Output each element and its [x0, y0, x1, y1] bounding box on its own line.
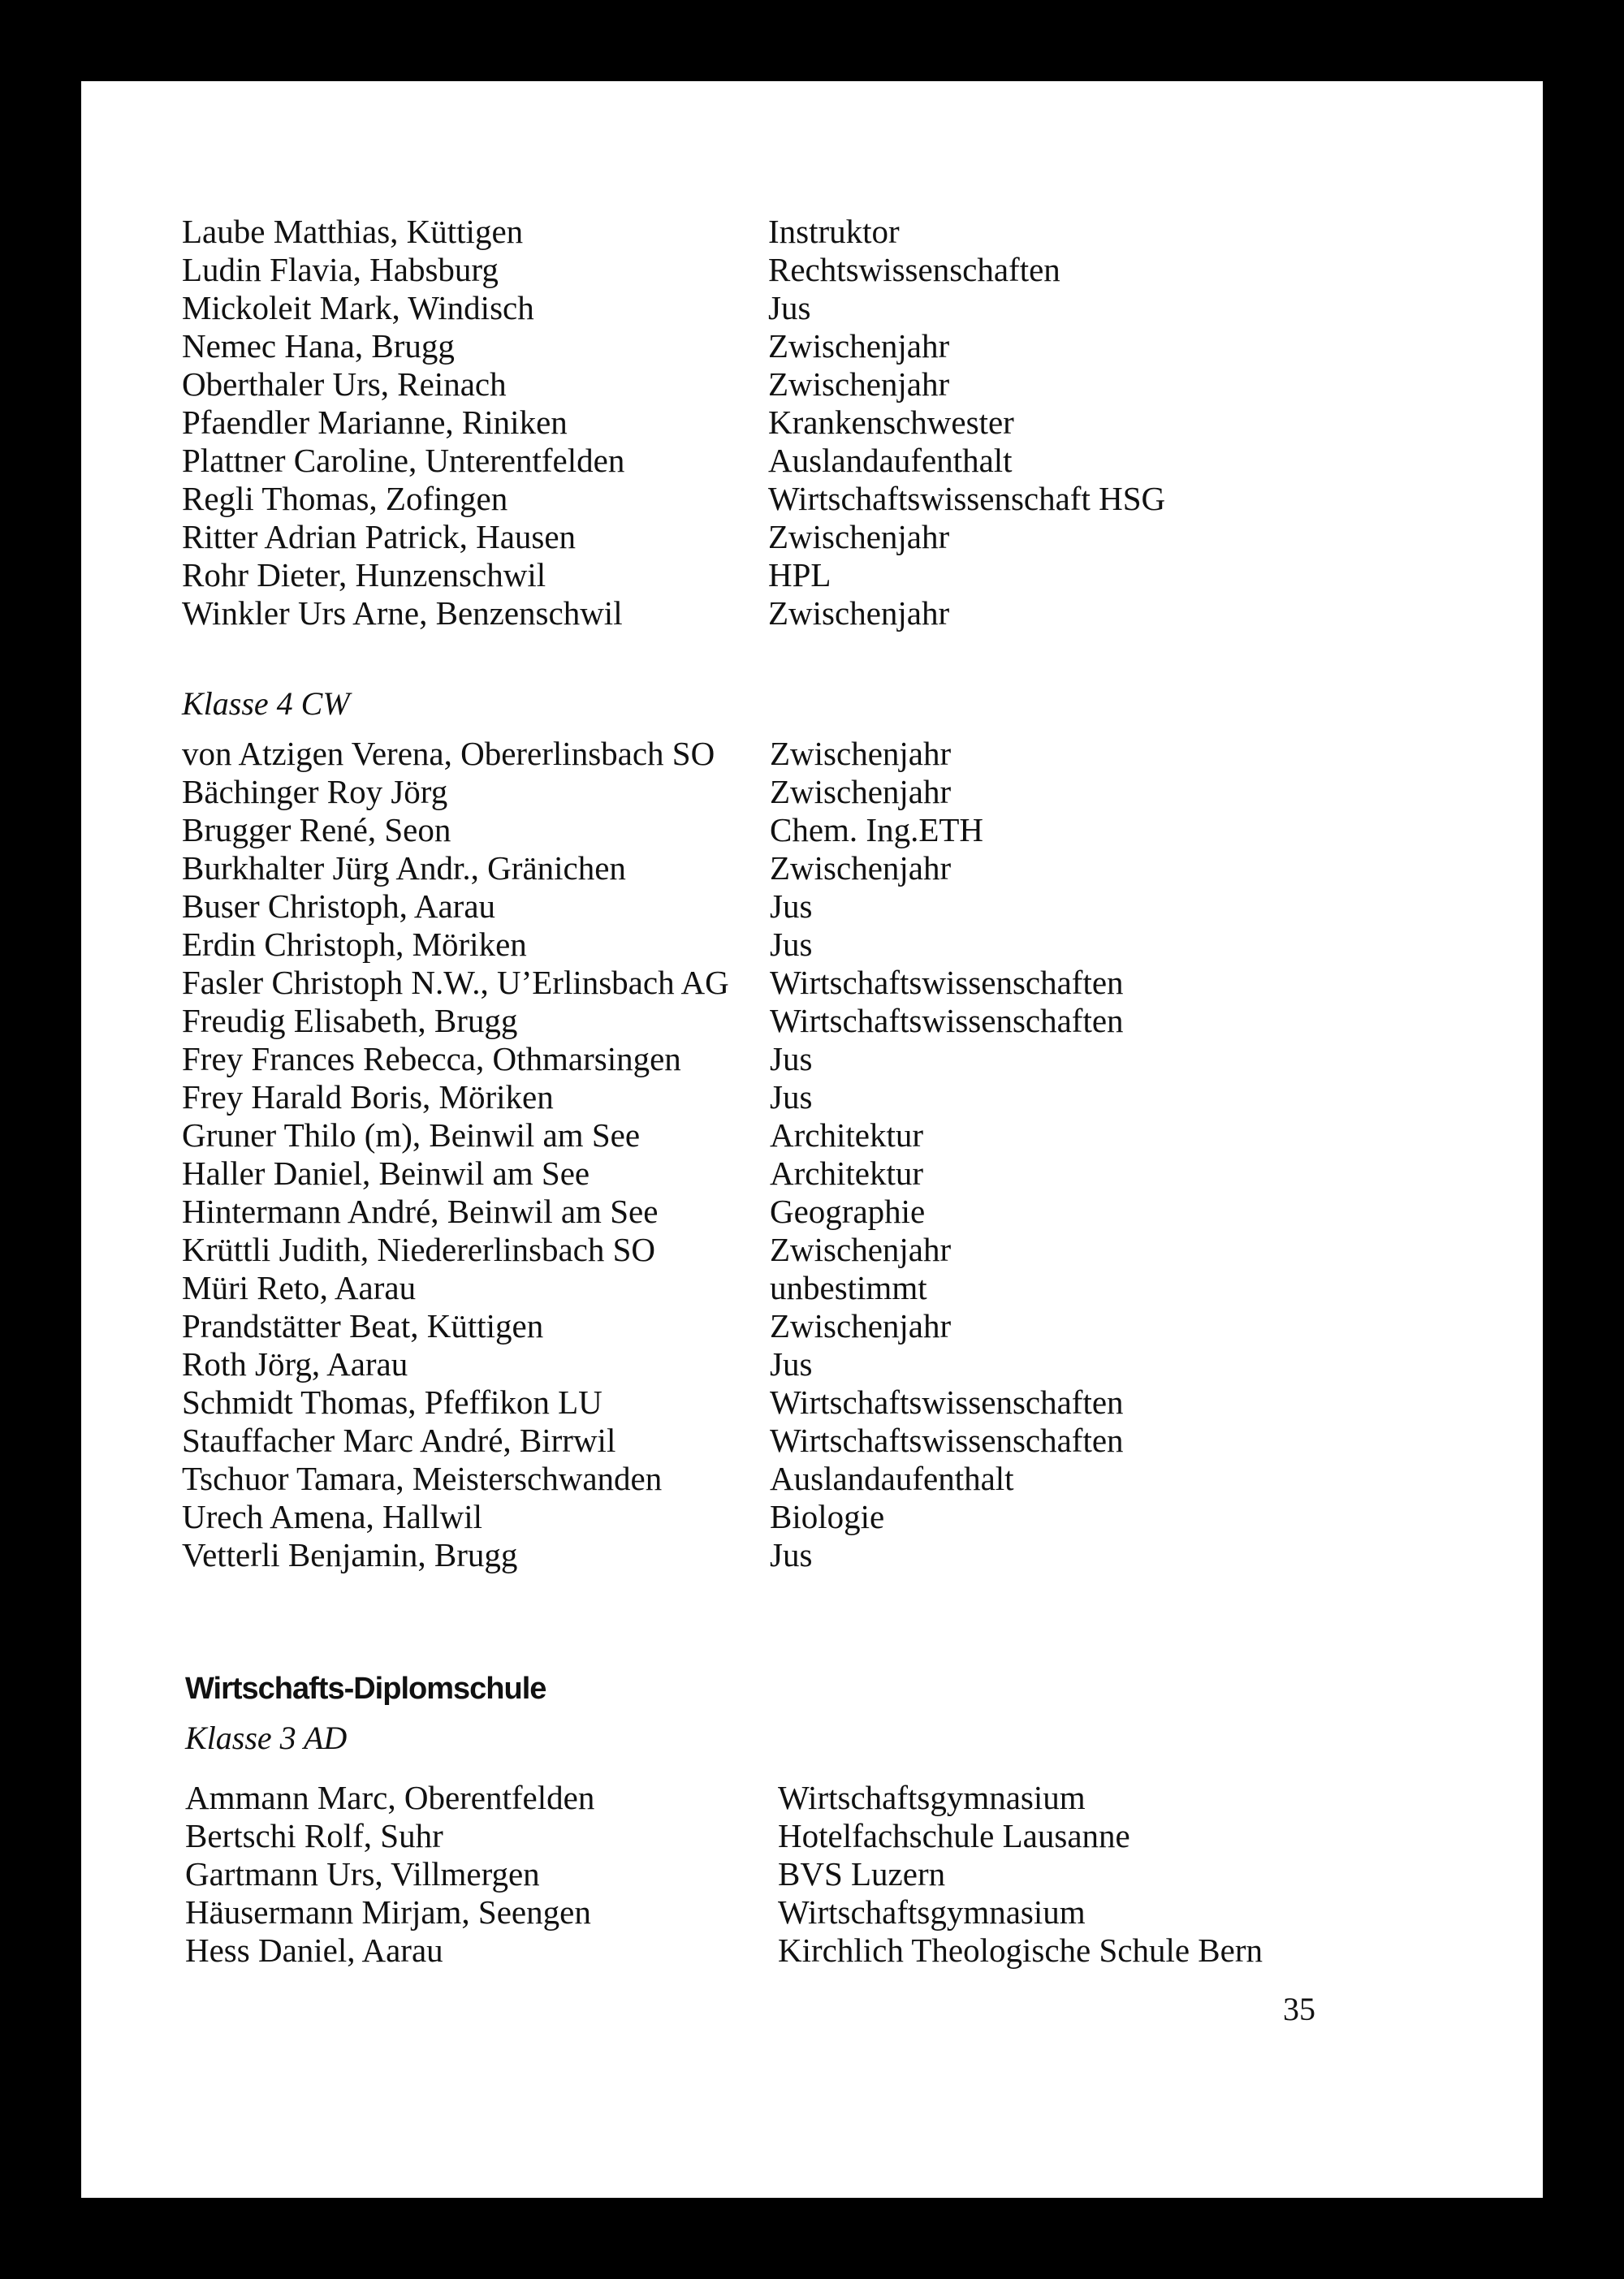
student-name: Häusermann Mirjam, Seengen — [185, 1893, 591, 1931]
destination: Wirtschaftswissenschaften — [770, 1422, 1124, 1459]
student-name: Ritter Adrian Patrick, Hausen — [182, 518, 577, 555]
list-item — [182, 887, 1481, 926]
list-item — [182, 1536, 1481, 1574]
student-name: Gruner Thilo (m), Beinwil am See — [182, 1116, 641, 1154]
list-item — [182, 1193, 1481, 1231]
student-name: Gartmann Urs, Villmergen — [185, 1855, 540, 1893]
destination: unbestimmt — [770, 1269, 927, 1306]
list-item — [185, 1855, 1484, 1893]
destination: Wirtschaftswissenschaft HSG — [768, 480, 1166, 517]
student-name: Mickoleit Mark, Windisch — [182, 289, 534, 326]
destination: Geographie — [770, 1193, 926, 1230]
student-name: Nemec Hana, Brugg — [182, 327, 455, 365]
list-item — [182, 404, 1481, 442]
list-item — [182, 1116, 1481, 1155]
destination: Zwischenjahr — [770, 735, 952, 772]
graduate-list-4cw — [182, 735, 1481, 1574]
destination: Wirtschaftsgymnasium — [778, 1893, 1086, 1931]
destination: Biologie — [770, 1498, 885, 1535]
destination: Architektur — [770, 1155, 923, 1192]
list-item — [182, 327, 1481, 365]
destination: Zwischenjahr — [770, 849, 952, 887]
destination: Jus — [770, 926, 813, 963]
list-item — [182, 594, 1481, 632]
list-item — [182, 1231, 1481, 1269]
class-heading-3ad: Klasse 3 AD — [185, 1720, 348, 1756]
destination: Wirtschaftsgymnasium — [778, 1779, 1086, 1816]
student-name: Oberthaler Urs, Reinach — [182, 365, 507, 403]
student-name: Vetterli Benjamin, Brugg — [182, 1536, 518, 1573]
list-item — [182, 1078, 1481, 1116]
list-item — [182, 1307, 1481, 1345]
student-name: Burkhalter Jürg Andr., Gränichen — [182, 849, 626, 887]
list-item — [182, 1422, 1481, 1460]
list-item — [182, 365, 1481, 404]
list-item — [182, 1460, 1481, 1498]
student-name: Krüttli Judith, Niedererlinsbach SO — [182, 1231, 656, 1268]
student-name: Frey Frances Rebecca, Othmarsingen — [182, 1040, 681, 1077]
destination: Auslandaufenthalt — [770, 1460, 1014, 1497]
destination: Zwischenjahr — [768, 518, 950, 555]
list-item — [182, 480, 1481, 518]
destination: Jus — [770, 1536, 813, 1573]
student-name: Winkler Urs Arne, Benzenschwil — [182, 594, 623, 632]
student-name: Schmidt Thomas, Pfeffikon LU — [182, 1383, 603, 1421]
student-name: von Atzigen Verena, Obererlinsbach SO — [182, 735, 715, 772]
student-name: Erdin Christoph, Möriken — [182, 926, 527, 963]
list-item — [182, 1155, 1481, 1193]
student-name: Ammann Marc, Oberentfelden — [185, 1779, 595, 1816]
student-name: Prandstätter Beat, Küttigen — [182, 1307, 544, 1345]
destination: Wirtschaftswissenschaften — [770, 1383, 1124, 1421]
destination: Zwischenjahr — [770, 773, 952, 810]
student-name: Frey Harald Boris, Möriken — [182, 1078, 554, 1116]
destination: Jus — [768, 289, 811, 326]
destination: Zwischenjahr — [770, 1307, 952, 1345]
list-item — [182, 289, 1481, 327]
student-name: Buser Christoph, Aarau — [182, 887, 496, 925]
school-heading: Wirtschafts-Diplomschule — [185, 1672, 546, 1706]
student-name: Plattner Caroline, Unterentfelden — [182, 442, 625, 479]
destination: Wirtschaftswissenschaften — [770, 964, 1124, 1001]
destination: Rechtswissenschaften — [768, 251, 1060, 288]
destination: Wirtschaftswissenschaften — [770, 1002, 1124, 1039]
student-name: Fasler Christoph N.W., U’Erlinsbach AG — [182, 964, 729, 1001]
destination: Zwischenjahr — [768, 365, 950, 403]
student-name: Hess Daniel, Aarau — [185, 1932, 443, 1969]
destination: BVS Luzern — [778, 1855, 946, 1893]
student-name: Haller Daniel, Beinwil am See — [182, 1155, 590, 1192]
list-item — [182, 1383, 1481, 1422]
list-item — [182, 251, 1481, 289]
destination: Auslandaufenthalt — [768, 442, 1013, 479]
list-item — [182, 849, 1481, 887]
list-item — [182, 556, 1481, 594]
student-name: Tschuor Tamara, Meisterschwanden — [182, 1460, 663, 1497]
student-name: Pfaendler Marianne, Riniken — [182, 404, 568, 441]
destination: Hotelfachschule Lausanne — [778, 1817, 1130, 1854]
student-name: Brugger René, Seon — [182, 811, 451, 848]
graduate-list-continued — [182, 213, 1481, 632]
list-item — [185, 1779, 1484, 1817]
destination: Chem. Ing.ETH — [770, 811, 984, 848]
list-item — [182, 735, 1481, 773]
student-name: Urech Amena, Hallwil — [182, 1498, 483, 1535]
list-item — [182, 442, 1481, 480]
list-item — [182, 1269, 1481, 1307]
student-name: Stauffacher Marc André, Birrwil — [182, 1422, 616, 1459]
list-item — [182, 518, 1481, 556]
student-name: Bertschi Rolf, Suhr — [185, 1817, 443, 1854]
list-item — [182, 1345, 1481, 1383]
destination: Krankenschwester — [768, 404, 1014, 441]
destination: Jus — [770, 887, 813, 925]
destination: HPL — [768, 556, 831, 593]
list-item — [185, 1817, 1484, 1855]
destination: Architektur — [770, 1116, 923, 1154]
list-item — [185, 1893, 1484, 1932]
student-name: Bächinger Roy Jörg — [182, 773, 448, 810]
student-name: Regli Thomas, Zofingen — [182, 480, 508, 517]
list-item — [182, 773, 1481, 811]
list-item — [182, 213, 1481, 251]
class-heading-4cw: Klasse 4 CW — [182, 685, 350, 722]
list-item — [182, 926, 1481, 964]
student-name: Hintermann André, Beinwil am See — [182, 1193, 659, 1230]
list-item — [182, 1498, 1481, 1536]
page-number: 35 — [1283, 1991, 1315, 2027]
list-item — [185, 1932, 1484, 1970]
student-name: Ludin Flavia, Habsburg — [182, 251, 499, 288]
student-name: Freudig Elisabeth, Brugg — [182, 1002, 518, 1039]
destination: Jus — [770, 1040, 813, 1077]
student-name: Rohr Dieter, Hunzenschwil — [182, 556, 546, 593]
destination: Zwischenjahr — [768, 327, 950, 365]
student-name: Müri Reto, Aarau — [182, 1269, 417, 1306]
student-name: Roth Jörg, Aarau — [182, 1345, 408, 1383]
list-item — [182, 1040, 1481, 1078]
destination: Jus — [770, 1345, 813, 1383]
graduate-list-3ad — [185, 1779, 1484, 1970]
destination: Jus — [770, 1078, 813, 1116]
list-item — [182, 964, 1481, 1002]
document-page — [81, 81, 1543, 2198]
destination: Kirchlich Theologische Schule Bern — [778, 1932, 1263, 1969]
list-item — [182, 811, 1481, 849]
student-name: Laube Matthias, Küttigen — [182, 213, 524, 250]
list-item — [182, 1002, 1481, 1040]
destination: Zwischenjahr — [768, 594, 950, 632]
destination: Instruktor — [768, 213, 900, 250]
destination: Zwischenjahr — [770, 1231, 952, 1268]
